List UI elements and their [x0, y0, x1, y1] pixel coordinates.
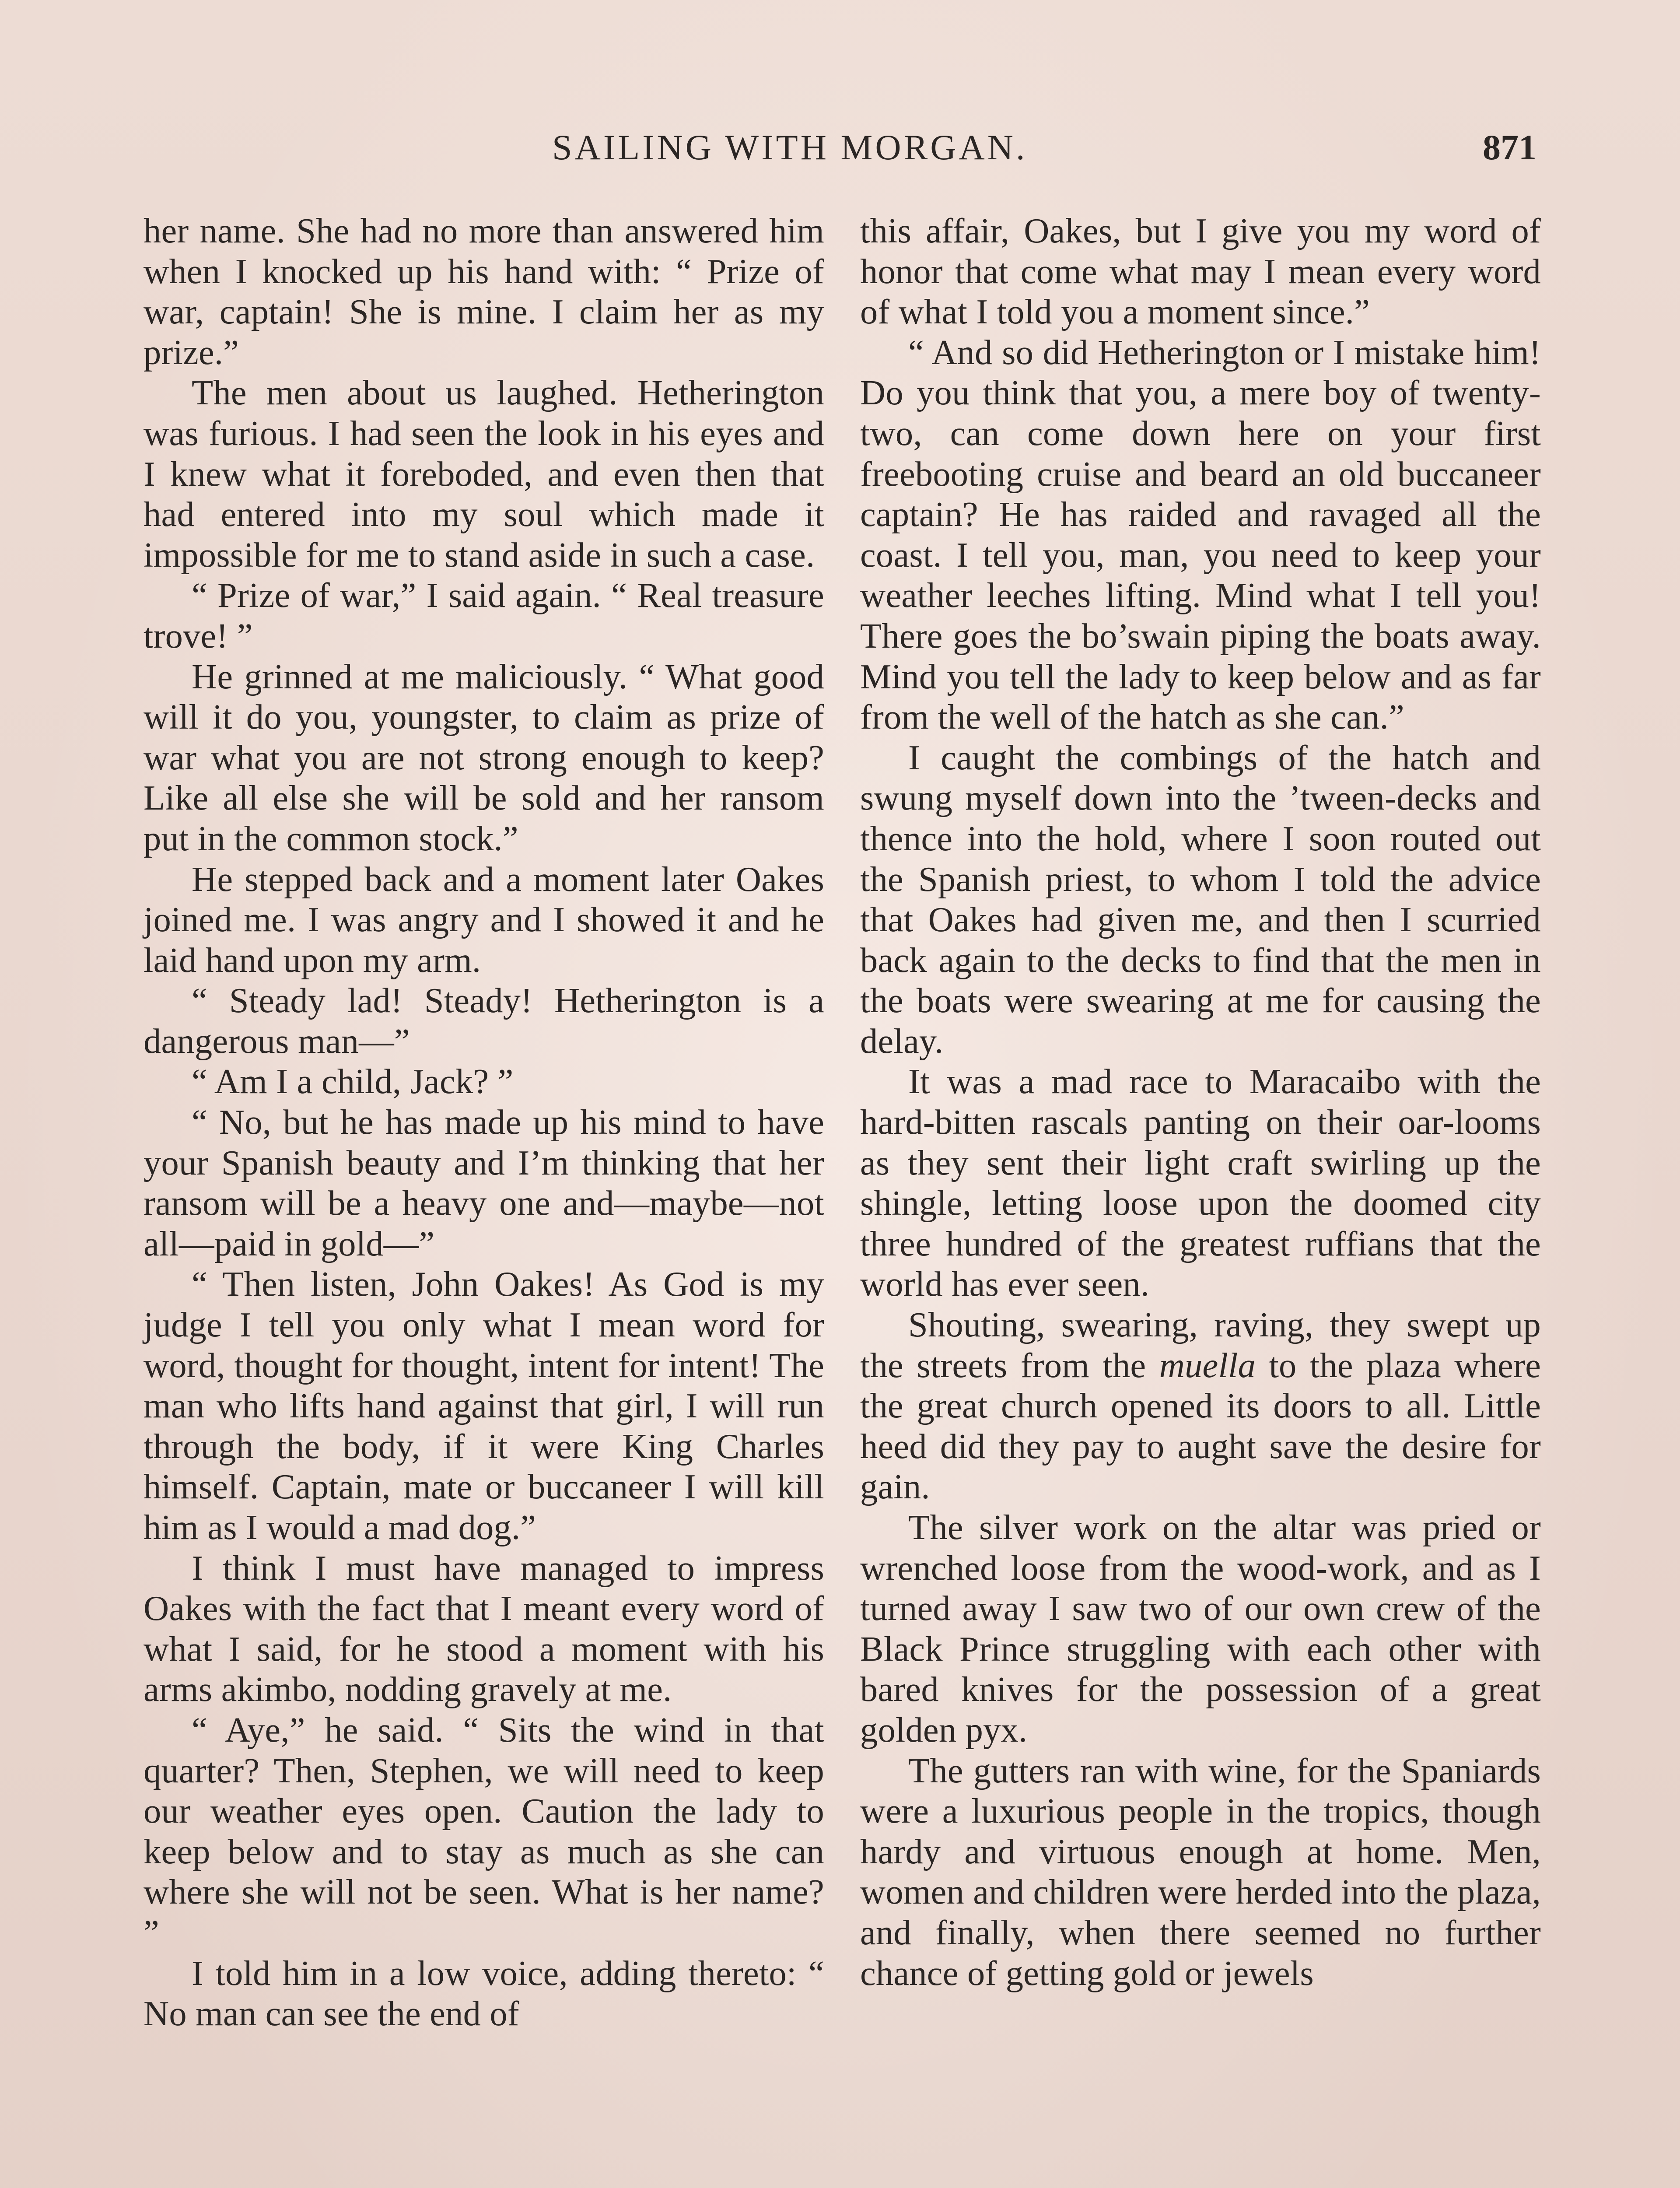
paragraph: I caught the combings of the hatch and swung myself down into the ’tween-decks and thence into the hold, where I soon routed out the Spanish priest, to whom I told the advice that Oakes had given me, and then I scurried back again to the decks to find that the men in the boats were swearing at me for causing the delay.	[860, 738, 1541, 1061]
left-column	[144, 211, 824, 2034]
paragraph: It was a mad race to Maracaibo with the hard-bitten rascals panting on their oar-looms as they sent their light craft swirling up the shingle, letting loose upon the doomed city three hundred of the greatest ruffians that the world has ever seen.	[860, 1062, 1541, 1304]
paragraph: I told him in a low voice, adding thereto: “ No man can see the end of	[144, 1953, 824, 2034]
paragraph: “ Prize of war,” I said again. “ Real treasure trove! ”	[144, 576, 824, 656]
running-title: SAILING WITH MORGAN.	[552, 127, 1028, 167]
paragraph: her name. She had no more than answered him when I knocked up his hand with: “ Prize of war, captain! She is mine. I claim her as my prize.”	[144, 211, 824, 372]
italic-word: muella	[1159, 1346, 1256, 1385]
paragraph: The silver work on the altar was pried or wrenched loose from the wood-work, and as I turned away I saw two of our own crew of the Black Prince struggling with each other with bared knives for the possession of a great golden pyx.	[860, 1508, 1541, 1750]
right-column	[860, 211, 1541, 1994]
paragraph: He stepped back and a moment later Oakes joined me. I was angry and I showed it and he laid hand upon my arm.	[144, 859, 824, 980]
page-number: 871	[1483, 127, 1536, 167]
page-header	[0, 127, 1680, 175]
paragraph: The men about us laughed. Hetherington was furious. I had seen the look in his eyes and I knew what it foreboded, and even then that had entered into my soul which made it impossible for me to stand aside in such a case.	[144, 373, 824, 575]
paragraph: The gutters ran with wine, for the Spaniards were a luxurious people in the tropics, though hardy and virtuous enough at home. Men, women and children were herded into the plaza, and finally, when there seemed no further chance of getting gold or jewels	[860, 1751, 1541, 1993]
paragraph: “ No, but he has made up his mind to have your Spanish beauty and I’m thinking that her ransom will be a heavy one and—maybe—not all—paid in gold—”	[144, 1103, 824, 1263]
paragraph: “ Am I a child, Jack? ”	[192, 1062, 514, 1101]
paragraph: He grinned at me maliciously. “ What good will it do you, youngster, to claim as prize of war what you are not strong enough to keep? Like all else she will be sold and her ransom put in the common stock.”	[144, 657, 824, 858]
paragraph: “ Steady lad! Steady! Hetherington is a dangerous man—”	[144, 981, 824, 1061]
paragraph: “ And so did Hetherington or I mistake him! Do you think that you, a mere boy of twenty-two, can come down here on your first freebooting cruise and beard an old buccaneer captain? He has raided and ravaged all the coast. I tell you, man, you need to keep your weather leeches lifting. Mind what I tell you! There goes the bo’swain piping the boats away. Mind you tell the lady to keep below and as far from the well of the hatch as she can.”	[860, 333, 1541, 737]
paragraph-text: Shouting, swearing, raving, they swept up the streets from the	[860, 1305, 1541, 1385]
paragraph	[860, 1305, 1541, 1508]
paragraph-text: to the plaza where the great church opened its doors to all. Little heed did they pay to aught save the desire for gain.	[860, 1346, 1541, 1507]
paragraph: this affair, Oakes, but I give you my word of honor that come what may I mean every word of what I told you a moment since.”	[860, 211, 1541, 332]
paragraph: “ Aye,” he said. “ Sits the wind in that quarter? Then, Stephen, we will need to keep our weather eyes open. Caution the lady to keep below and to stay as much as she can where she will not be seen. What is her name? ”	[144, 1710, 824, 1952]
paragraph: “ Then listen, John Oakes! As God is my judge I tell you only what I mean word for word, thought for thought, intent for intent! The man who lifts hand against that girl, I will run through the body, if it were King Charles himself. Captain, mate or buccaneer I will kill him as I would a mad dog.”	[144, 1265, 824, 1547]
paragraph: I think I must have managed to impress Oakes with the fact that I meant every word of what I said, for he stood a moment with his arms akimbo, nodding gravely at me.	[144, 1548, 824, 1709]
